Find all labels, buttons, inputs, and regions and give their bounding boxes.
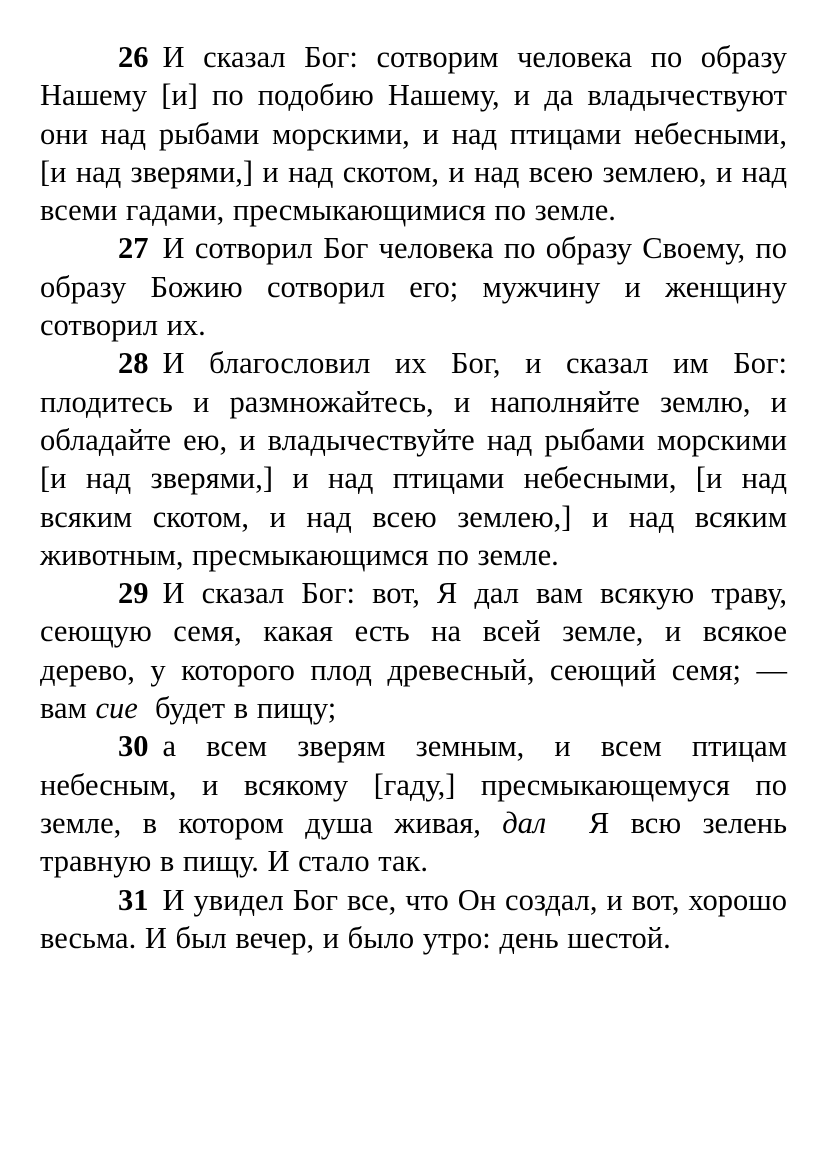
verse-27 xyxy=(40,229,787,344)
verse-text: И сотворил Бог человека по образу Своему, по образу Божию сотворил его; мужчину и женщину сотворил их. xyxy=(40,231,787,343)
italic-word: сие xyxy=(95,691,138,726)
verse-number: 31 xyxy=(118,882,149,917)
verse-number: 30 xyxy=(118,729,149,764)
verse-number: 27 xyxy=(118,231,149,266)
verse-text-continued: Я всю зелень травную в пищу. И стало так. xyxy=(40,805,788,879)
document-page xyxy=(40,38,787,957)
verse-text-continued: будет в пищу; xyxy=(155,691,337,726)
verse-26 xyxy=(40,38,787,229)
verse-31 xyxy=(40,881,787,958)
verse-30 xyxy=(40,727,787,880)
verse-text: И благословил их Бог, и сказал им Бог: плодитесь и размножайтесь, и наполняйте землю, и обладайте ею, и владычествуйте над рыбами морскими [и над зверями,] и над птицами небесными, [и над всяким скотом, и над всею землею,] и над всяким животным, пресмыкающимся по земле. xyxy=(40,346,787,572)
verse-text: И сказал Бог: сотворим человека по образу Нашему [и] по подобию Нашему, и да владычествуют они над рыбами морскими, и над птицами небесными, [и над зверями,] и над скотом, и над всею землею, и над всеми гадами, пресмыкающимися по земле. xyxy=(40,40,787,228)
verse-number: 29 xyxy=(118,576,149,611)
verse-28 xyxy=(40,344,787,574)
verse-text: И увидел Бог все, что Он создал, и вот, хорошо весьма. И был вечер, и было утро: день шестой. xyxy=(40,882,787,955)
verse-text: а всем зверям земным, и всем птицам небесным, и всякому [гаду,] пресмыкающемуся по земле, в котором душа живая, xyxy=(40,729,787,840)
verse-number: 28 xyxy=(118,346,149,381)
verse-text: И сказал Бог: вот, Я дал вам всякую траву, сеющую семя, какая есть на всей земле, и всякое дерево, у которого плод древесный, сеющий семя; — вам xyxy=(40,576,787,726)
verse-number: 26 xyxy=(118,40,149,74)
italic-word: дал xyxy=(502,805,547,840)
verse-29 xyxy=(40,574,787,727)
